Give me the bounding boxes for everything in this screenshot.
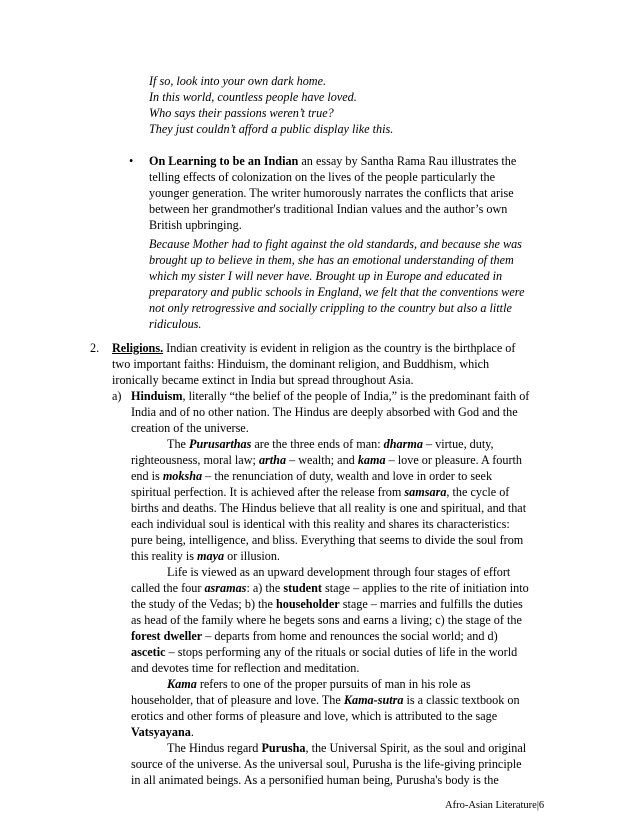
quote-line: Because Mother had to fight against the old standards, and because she was <box>149 237 522 251</box>
essay-title: On Learning to be an Indian <box>149 154 299 168</box>
section-number: 2. <box>90 341 100 355</box>
poem-line: Who says their passions weren’t true? <box>149 106 334 120</box>
page-footer: Afro-Asian Literature|6 <box>445 800 545 811</box>
sub-line: India and of no other nation. The Hindus are deeply absorbed with God and the <box>131 405 518 419</box>
sub-title: Hinduism <box>131 389 183 403</box>
para-line: pure being, intelligence, and bliss. Everything that seems to divide the soul from <box>131 533 524 547</box>
quote-line: not only retrogressive and socially crippling to the country but also a little <box>149 301 512 315</box>
para-line: erotics and other forms of pleasure and love, which is attributed to the sage <box>131 709 498 723</box>
poem-line: If so, look into your own dark home. <box>149 74 327 88</box>
section-line: ironically became extinct in India but spread throughout Asia. <box>112 373 414 387</box>
section-line: Religions. Indian creativity is evident in religion as the country is the birthplace of <box>112 341 516 355</box>
para-line: births and deaths. The Hindus believe that all reality is one and spiritual, and that <box>131 501 527 515</box>
poem-line: In this world, countless people have loved. <box>149 90 357 104</box>
bullet-line: younger generation. The writer humorously narrates the conflicts that arise <box>149 186 514 200</box>
bullet-line: telling effects of colonization on the lives of the people particularly the <box>149 170 495 184</box>
quote-line: brought up to believe in them, she has an emotional understanding of them <box>149 253 514 267</box>
para-line: called the four asramas: a) the student stage – applies to the rite of initiation into <box>131 581 529 595</box>
section-title: Religions. <box>112 341 164 355</box>
bullet-line: between her grandmother's traditional Indian values and the author’s own <box>149 202 508 216</box>
sub-label: a) <box>112 389 122 403</box>
para-line: forest dweller – departs from home and renounces the social world; and d) <box>131 629 498 643</box>
bullet-line: On Learning to be an Indian an essay by Santha Rama Rau illustrates the <box>149 154 517 168</box>
section-line: two important faiths: Hinduism, the dominant religion, and Buddhism, which <box>112 357 490 371</box>
bullet-line: British upbringing. <box>149 218 242 232</box>
para-line: each individual soul is identical with this reality and shares its characteristics: <box>131 517 510 531</box>
para-line: spiritual perfection. It is achieved after the release from samsara, the cycle of <box>131 485 510 499</box>
para-line: Life is viewed as an upward development through four stages of effort <box>167 565 511 579</box>
para-line: as head of the family where he begets sons and earns a living; c) the stage of the <box>131 613 522 627</box>
para-line: righteousness, moral law; artha – wealth; and kama – love or pleasure. A fourth <box>131 453 522 467</box>
sub-line: creation of the universe. <box>131 421 249 435</box>
para-line: The Hindus regard Purusha, the Universal Spirit, as the soul and original <box>167 741 527 755</box>
para-line: source of the universe. As the universal soul, Purusha is the life-giving principle <box>131 757 522 771</box>
para-line: Vatsyayana. <box>131 725 194 739</box>
para-line: and devotes time for reflection and meditation. <box>131 661 360 675</box>
bullet-icon: • <box>129 154 134 168</box>
quote-line: preparatory and public schools in England, we felt that the conventions were <box>149 285 525 299</box>
sub-line: Hinduism, literally “the belief of the people of India,” is the predominant faith of <box>131 389 530 403</box>
para-line: Kama refers to one of the proper pursuits of man in his role as <box>167 677 471 691</box>
para-line: end is moksha – the renunciation of duty, wealth and love in order to seek <box>131 469 493 483</box>
quote-line: ridiculous. <box>149 317 202 331</box>
para-line: The Purusarthas are the three ends of man: dharma – virtue, duty, <box>167 437 494 451</box>
para-line: ascetic – stops performing any of the rituals or social duties of life in the world <box>131 645 518 659</box>
poem-line: They just couldn’t afford a public display like this. <box>149 122 394 136</box>
para-line: this reality is maya or illusion. <box>131 549 280 563</box>
para-line: householder, that of pleasure and love. The Kama-sutra is a classic textbook on <box>131 693 520 707</box>
para-line: the study of the Vedas; b) the householder stage – marries and fulfills the duties <box>131 597 523 611</box>
para-line: in all animated beings. As a personified human being, Purusha's body is the <box>131 773 499 787</box>
quote-line: which my sister I will never have. Brought up in Europe and educated in <box>149 269 503 283</box>
